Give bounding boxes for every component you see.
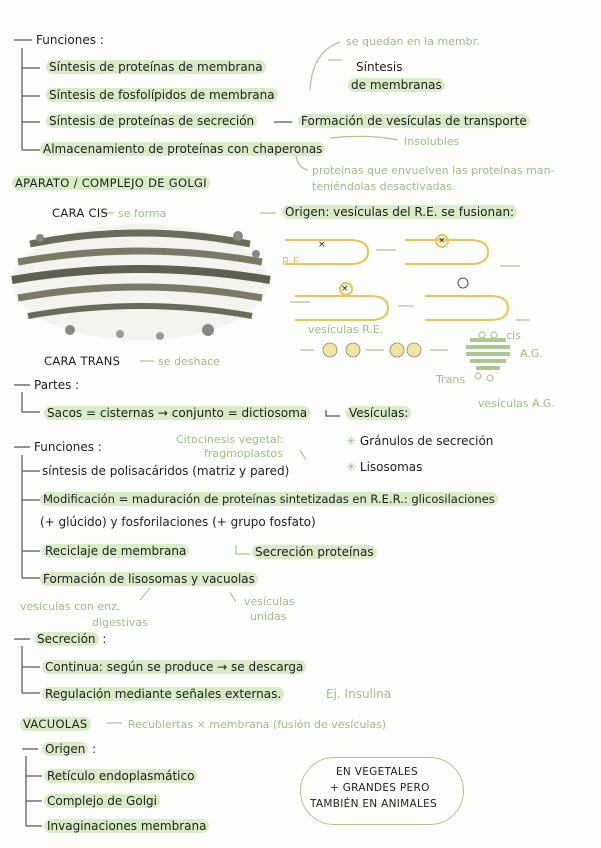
vesiculas-enzimas-1: vesículas con enz. xyxy=(20,600,121,613)
vesiculas-unidas-1: vesículas xyxy=(244,595,295,608)
origen-golgi: Origen: vesículas del R.E. se fusionan: xyxy=(282,205,517,220)
vesiculas-heading: Vesículas: xyxy=(346,406,411,421)
vesicle-fusion-diagram xyxy=(285,235,530,381)
funciones-2-heading: Funciones : xyxy=(34,440,102,454)
modificacion-proteinas-2: (+ glúcido) y fosforilaciones (+ grupo fosfato) xyxy=(40,515,316,529)
sintesis-polisacaridos: síntesis de polisacáridos (matriz y pared) xyxy=(42,464,290,478)
ejemplo-insulina: Ej. Insulina xyxy=(326,687,392,701)
vesiculas-ag-label: vesículas A.G. xyxy=(478,397,555,410)
secrecion-continua: Continua: según se produce → se descarga xyxy=(42,660,306,675)
partes-heading: Partes : xyxy=(34,378,80,392)
vesiculas-unidas-2: unidas xyxy=(250,610,287,623)
origen-item-golgi: Complejo de Golgi xyxy=(44,794,160,809)
vacuolas-note: Recubiertas × membrana (fusión de vesículas) xyxy=(128,718,387,731)
origen-item-invaginaciones: Invaginaciones membrana xyxy=(44,819,209,834)
vesiculas-re-label: vesículas R.E. xyxy=(308,323,384,336)
funcion-item-4: Almacenamiento de proteínas con chaperonas xyxy=(40,142,325,157)
funcion-item-2: Síntesis de fosfolípidos de membrana xyxy=(46,88,278,103)
box-line-2: + GRANDES PERO xyxy=(330,782,430,794)
trans-label: Trans xyxy=(436,373,466,386)
chaperona-note-1: proteínas que envuelven las proteínas man- xyxy=(312,164,555,177)
golgi-apparatus-drawing xyxy=(12,224,270,340)
re-label: R.E. xyxy=(282,255,304,268)
citocinesis-note-2: fragmoplastos xyxy=(204,447,283,460)
ag-label: A.G. xyxy=(520,347,543,360)
funcion-item-1: Síntesis de proteínas de membrana xyxy=(46,60,266,75)
origen-item-re: Retículo endoplasmático xyxy=(44,769,197,784)
secrecion-proteinas: Secreción proteínas xyxy=(252,545,377,560)
box-line-1: EN VEGETALES xyxy=(336,766,418,778)
vacuolas-title: VACUOLAS xyxy=(20,717,91,732)
vesiculas-enzimas-2: digestivas xyxy=(92,616,148,629)
cross-mark: × xyxy=(341,284,349,294)
cross-mark: × xyxy=(438,236,446,246)
chaperona-note-2: teniéndolas desactivadas. xyxy=(312,180,456,193)
secrecion-regulacion: Regulación mediante señales externas. xyxy=(42,687,284,702)
funciones-heading: Funciones : xyxy=(36,33,104,47)
cara-cis-label: CARA CIS xyxy=(52,206,109,220)
box-line-3: TAMBIÉN EN ANIMALES xyxy=(310,798,438,810)
lisosomas-item: ✳ Lisosomas xyxy=(346,460,423,474)
note-membranas: de membranas xyxy=(348,78,445,93)
golgi-title: APARATO / COMPLEJO DE GOLGI xyxy=(12,176,210,191)
note-quedan: se quedan en la membr. xyxy=(346,35,480,48)
cis-label: cis xyxy=(506,329,521,342)
note-insolubles: Insolubles xyxy=(404,135,460,148)
cara-cis-note: se forma xyxy=(118,207,167,220)
sacos-dictiosoma: Sacos = cisternas → conjunto = dictiosoma xyxy=(44,406,310,421)
cara-trans-note: se deshace xyxy=(158,355,221,368)
reciclaje-membrana: Reciclaje de membrana xyxy=(42,544,189,559)
cross-mark: × xyxy=(318,240,326,250)
note-sintesis: Síntesis xyxy=(356,60,403,74)
formacion-vesiculas: Formación de vesículas de transporte xyxy=(298,114,530,129)
secrecion-heading: Secreción : xyxy=(34,632,106,647)
funcion-item-3: Síntesis de proteínas de secreción xyxy=(46,114,257,129)
formacion-lisosomas: Formación de lisosomas y vacuolas xyxy=(40,572,258,587)
vacuolas-origen: Origen : xyxy=(42,742,96,757)
citocinesis-note-1: Citocinesis vegetal: xyxy=(176,433,284,446)
granulos-secrecion: ✳ Gránulos de secreción xyxy=(346,434,494,448)
cara-trans-label: CARA TRANS xyxy=(44,354,121,368)
modificacion-proteinas: Modificación = maduración de proteínas sintetizadas en R.E.R.: glicosilaciones xyxy=(40,492,498,507)
